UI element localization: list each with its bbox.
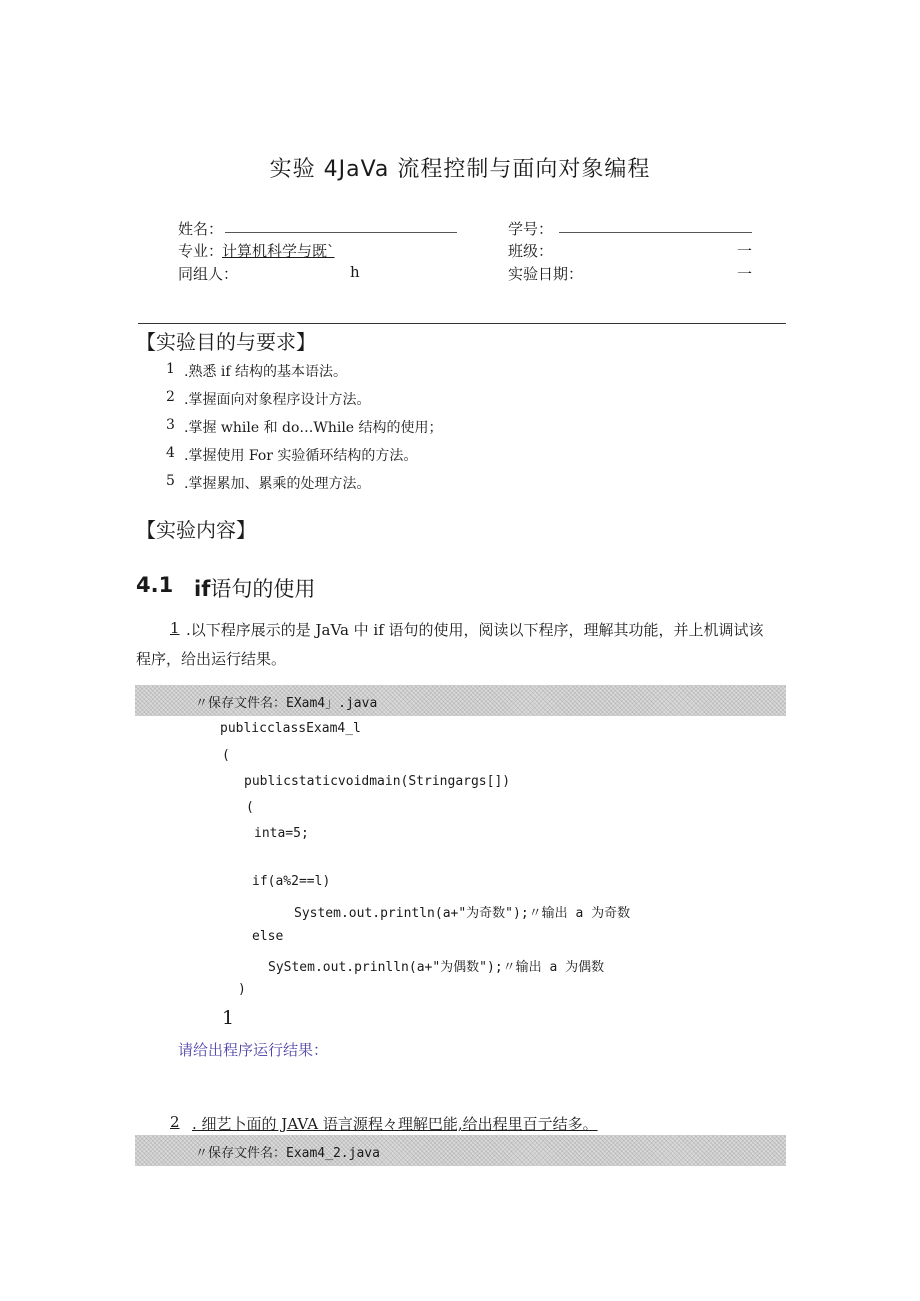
goal-4-text: .掌握使用 For 实验循环结构的方法。 [184, 448, 418, 464]
name-field-underline [225, 232, 457, 233]
goal-5-text: .掌握累加、累乘的处理方法。 [184, 476, 371, 492]
code-1-line: ( [246, 800, 254, 815]
code-1-line: SyStem.out.prinlln(a+"为偶数");〃输出 a 为偶数 [268, 960, 605, 975]
divider [138, 323, 786, 324]
date-value: 一 [737, 265, 753, 283]
code-1-line: if(a%2==l) [252, 874, 331, 889]
code-1-header: 〃保存文件名：EXam4」.java [195, 696, 378, 711]
code-1-line: else [252, 929, 284, 944]
subsection-title: if语句的使用 [194, 577, 316, 601]
goal-5-num: 5 [166, 473, 175, 489]
code-1-line: publicstaticvoidmain(Stringargs[]) [244, 774, 511, 789]
goal-1-num: 1 [166, 361, 175, 377]
code-1-line: inta=5; [254, 826, 309, 841]
goal-3-num: 3 [166, 417, 175, 433]
subsection-number: 4.1 [136, 573, 174, 597]
task-1-line-1: .以下程序展示的是 JaVa 中 if 语句的使用，阅读以下程序，理解其功能，并上机调试该 [186, 621, 764, 639]
goal-2-num: 2 [166, 389, 175, 405]
section-goals-heading: 【实验目的与要求】 [136, 330, 316, 354]
task-2-text: . 细艺卜面的 JAVA 语言源程々理解巴能,给出程里百亍结多。 [192, 1115, 598, 1133]
major-label: 专业： [178, 242, 224, 260]
name-label: 姓名： [178, 220, 224, 238]
goal-4-num: 4 [166, 445, 175, 461]
task-1-number: 1 [170, 619, 180, 637]
code-1-line: System.out.println(a+"为奇数");〃输出 a 为奇数 [294, 906, 631, 921]
student-id-label: 学号： [508, 220, 554, 238]
goal-2-text: .掌握面向对象程序设计方法。 [184, 392, 371, 408]
result-prompt: 请给出程序运行结果： [178, 1041, 329, 1059]
task-1-line-2: 程序，给出运行结果。 [136, 650, 287, 668]
student-id-underline [559, 232, 752, 233]
group-label: 同组人： [178, 265, 239, 283]
code-1-line: ( [222, 748, 230, 763]
section-content-heading: 【实验内容】 [136, 518, 256, 542]
goal-1-text: .熟悉 if 结构的基本语法。 [184, 364, 348, 380]
code-1-line: 1 [222, 1007, 235, 1029]
code-1-line: publicclassExam4_l [220, 721, 361, 736]
class-value: 一 [737, 242, 753, 260]
task-2-number: 2 [170, 1113, 180, 1131]
class-label: 班级： [508, 242, 554, 260]
code-1-line: ) [238, 982, 246, 997]
code-2-header: 〃保存文件名：Exam4_2.java [195, 1146, 380, 1161]
group-value: h [350, 263, 360, 281]
date-label: 实验日期： [508, 265, 584, 283]
major-value: 计算机科学与既` [222, 242, 335, 260]
page-title: 实验 4JaVa 流程控制与面向对象编程 [269, 157, 651, 182]
goal-3-text: .掌握 while 和 do…While 结构的使用； [184, 420, 443, 436]
